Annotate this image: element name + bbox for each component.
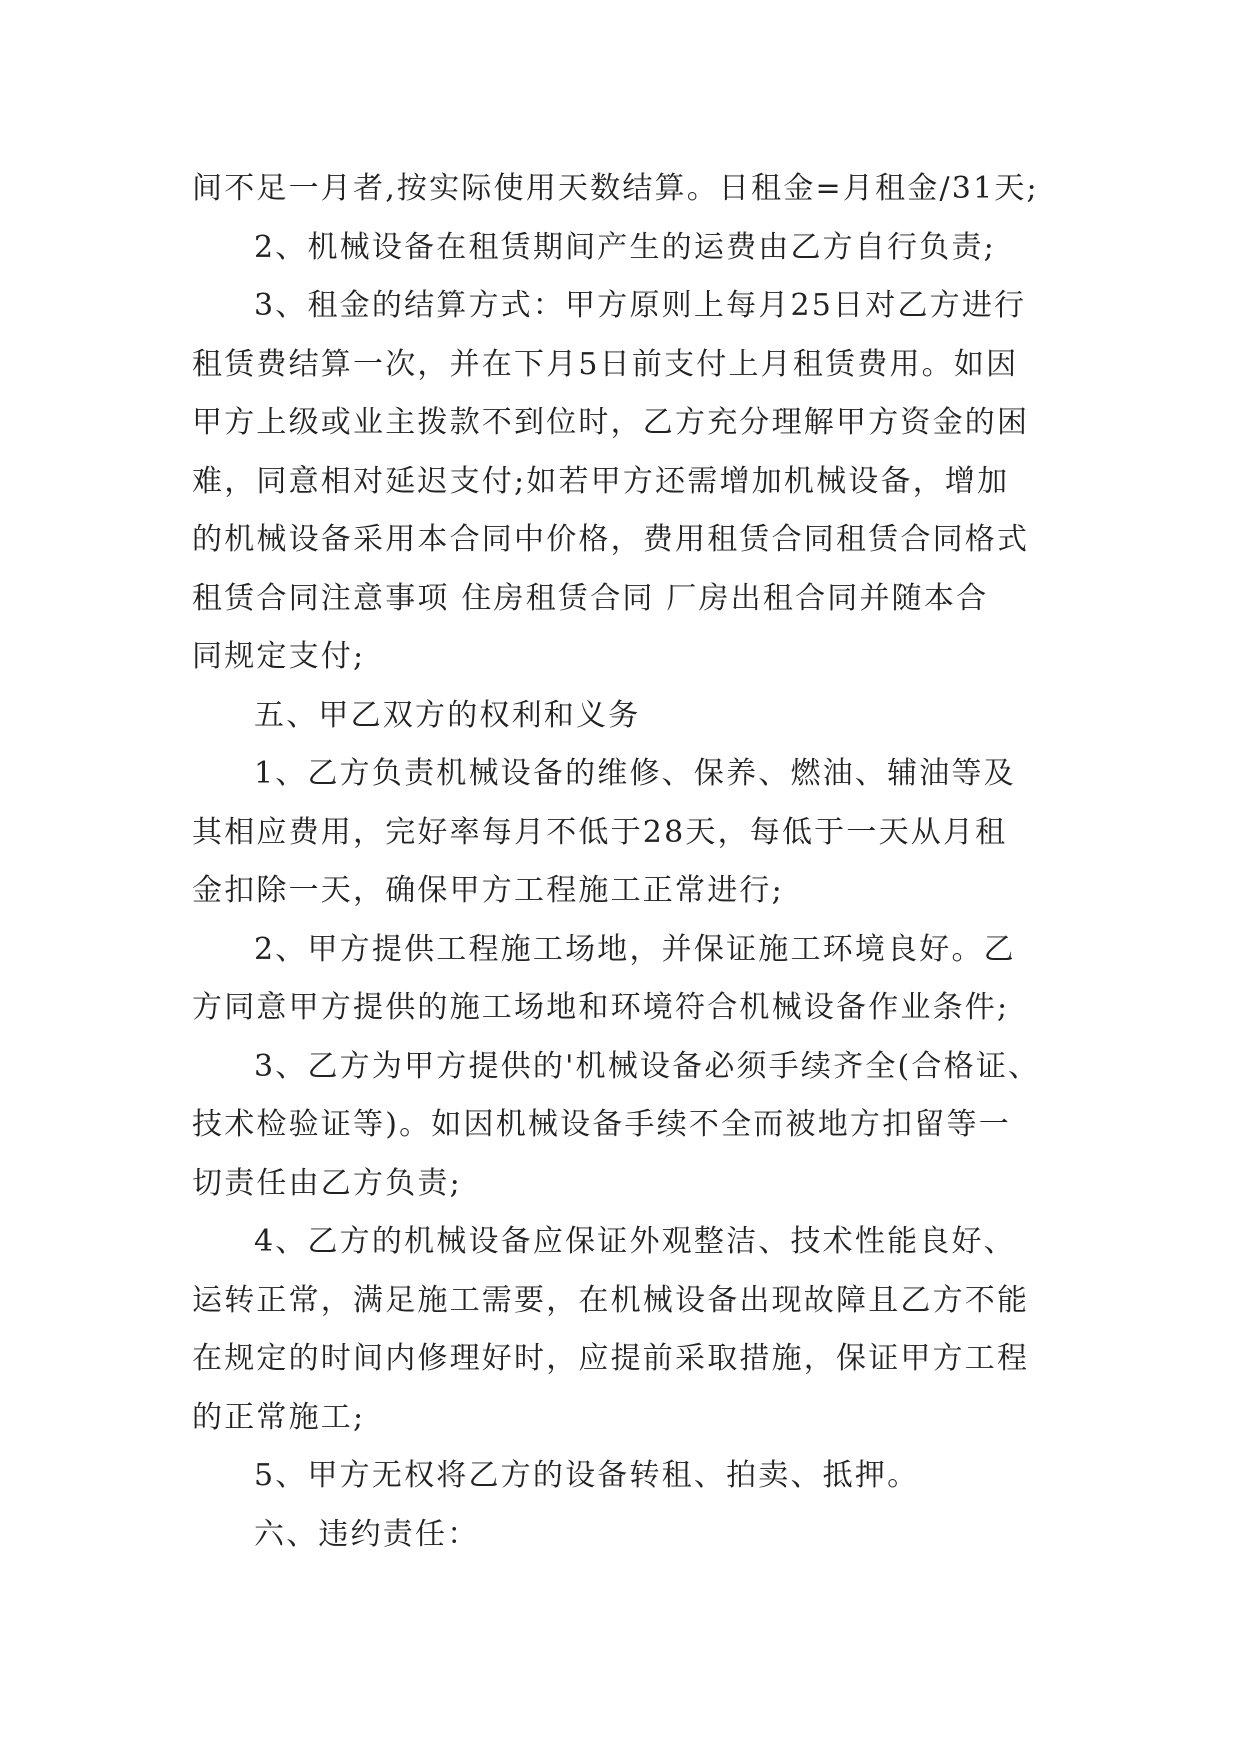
text-line: 3、乙方为甲方提供的'机械设备必须手续齐全(合格证、 bbox=[254, 1048, 1041, 1084]
text-line: 租赁费结算一次，并在下月5日前支付上月租赁费用。如因 bbox=[192, 346, 1019, 382]
text-line: 的正常施工; bbox=[192, 1399, 366, 1435]
text-line: 4、乙方的机械设备应保证外观整洁、技术性能良好、 bbox=[254, 1224, 1016, 1259]
text-line: 5、甲方无权将乙方的设备转租、拍卖、抵押。 bbox=[254, 1458, 920, 1493]
document-body bbox=[192, 160, 1072, 1564]
text-line: 切责任由乙方负责; bbox=[192, 1165, 462, 1201]
text-line: 2、甲方提供工程施工场地，并保证施工环境良好。乙 bbox=[254, 931, 1016, 967]
text-line: 在规定的时间内修理好时，应提前采取措施，保证甲方工程 bbox=[192, 1341, 1030, 1376]
text-line: 金扣除一天，确保甲方工程施工正常进行; bbox=[192, 873, 784, 908]
text-line: 租赁合同注意事项 住房租赁合同 厂房出租合同并随本合 bbox=[192, 580, 989, 616]
text-line: 技术检验证等)。如因机械设备手续不全而被地方扣留等一 bbox=[192, 1107, 1011, 1142]
text-line: 难，同意相对延迟支付;如若甲方还需增加机械设备，增加 bbox=[192, 463, 1010, 499]
text-line: 运转正常，满足施工需要，在机械设备出现故障且乙方不能 bbox=[192, 1282, 1030, 1318]
text-line: 1、乙方负责机械设备的维修、保养、燃油、辅油等及 bbox=[254, 756, 1016, 791]
text-line: 间不足一月者,按实际使用天数结算。日租金=月租金/31天; bbox=[192, 171, 1039, 206]
section-heading: 六、违约责任： bbox=[254, 1516, 480, 1552]
text-line: 3、租金的结算方式：甲方原则上每月25日对乙方进行 bbox=[254, 288, 1027, 323]
text-line: 2、机械设备在租赁期间产生的运费由乙方自行负责; bbox=[254, 229, 996, 265]
text-line: 其相应费用，完好率每月不低于28天，每低于一天从月租 bbox=[192, 814, 1008, 850]
text-line: 甲方上级或业主拨款不到位时，乙方充分理解甲方资金的困 bbox=[192, 405, 1030, 440]
text-line: 的机械设备采用本合同中价格，费用租赁合同租赁合同格式 bbox=[192, 522, 1030, 557]
section-heading: 五、甲乙双方的权利和义务 bbox=[254, 697, 641, 733]
text-line: 同规定支付; bbox=[192, 639, 366, 674]
text-line: 方同意甲方提供的施工场地和环境符合机械设备作业条件; bbox=[192, 990, 1010, 1025]
